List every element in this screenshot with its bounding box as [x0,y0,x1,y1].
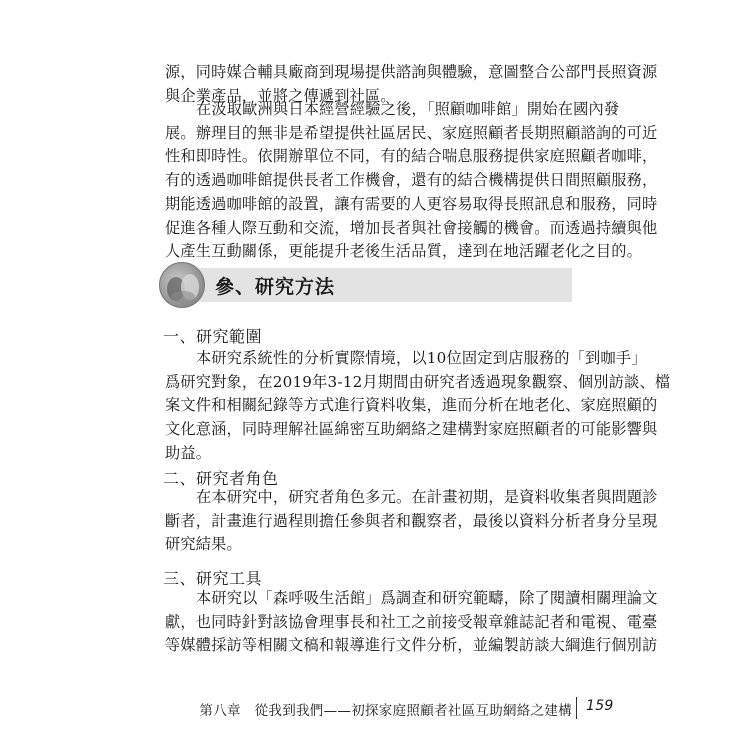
text-line: 案文件和相關紀錄等方式進行資料收集，進而分析在地老化、家庭照顧的 [165,396,658,415]
text-line: 促進各種人際互動和交流，增加長者與社會接觸的機會。而透過持續與他 [165,218,658,237]
research-scope-paragraph [165,347,671,466]
footer-divider [576,697,577,719]
text-line: 在汲取歐洲與日本經營經驗之後，「照顧咖啡館」開始在國內發 [196,100,620,118]
cafe-paragraph [165,98,658,264]
subsection-heading: 一、研究範圍 [163,327,263,346]
text-line: 等媒體採訪等相關文稿和報導進行文件分析，並編製訪談大綱進行個別訪 [165,636,658,655]
page-number: 159 [586,698,614,714]
text-line: 人產生互動關係，更能提升老後生活品質，達到在地活躍老化之目的。 [165,242,643,261]
subsection-heading: 三、研究工具 [163,569,263,588]
text-line: 研究結果。 [165,535,242,554]
text-line: 本研究以「森呼吸生活館」爲調查和研究範疇，除了閱讀相關理論文 [196,589,658,607]
text-line: 在本研究中，研究者角色多元。在計畫初期，是資料收集者與問題診 [196,488,658,506]
researcher-role-paragraph [165,486,658,557]
page-footer [0,697,750,723]
text-line: 文化意涵，同時理解社區綿密互助網絡之建構對家庭照顧者的可能影響與 [165,420,658,439]
text-line: 期能透過咖啡館的設置，讓有需要的人更容易取得長照訊息和服務，同時 [165,194,658,213]
text-line: 本研究系統性的分析實際情境，以10位固定到店服務的「到咖手」 [196,349,647,367]
text-line: 與企業產品，並將之傳遞到社區。 [165,86,396,105]
text-line: 展。辦理目的無非是希望提供社區居民、家庭照顧者長期照顧諮詢的可近 [165,123,658,142]
text-line: 獻，也同時針對該協會理事長和社工之前接受報章雜誌記者和電視、電臺 [165,612,658,631]
text-line: 性和即時性。依開辦單位不同，有的結合喘息服務提供家庭照顧者咖啡， [165,147,658,166]
hands-photo-icon [159,262,205,308]
running-head: 第八章 從我到我們——初探家庭照顧者社區互助網絡之建構 [199,703,572,719]
text-line: 斷者，計畫進行過程則擔任參與者和觀察者，最後以資料分析者身分呈現 [165,511,658,530]
subsection-heading: 二、研究者角色 [163,469,279,488]
text-line: 爲研究對象，在2019年3-12月期間由研究者透過現象觀察、個別訪談、檔 [165,372,671,391]
text-line: 助益。 [165,443,212,462]
text-line: 有的透過咖啡館提供長者工作機會，還有的結合機構提供日間照顧服務， [165,171,658,190]
text-line: 源，同時媒合輔具廠商到現場提供諮詢與體驗，意圖整合公部門長照資源 [165,63,658,81]
research-tools-paragraph [165,587,658,658]
section-banner [159,262,572,308]
section-title: 參、研究方法 [215,276,336,298]
